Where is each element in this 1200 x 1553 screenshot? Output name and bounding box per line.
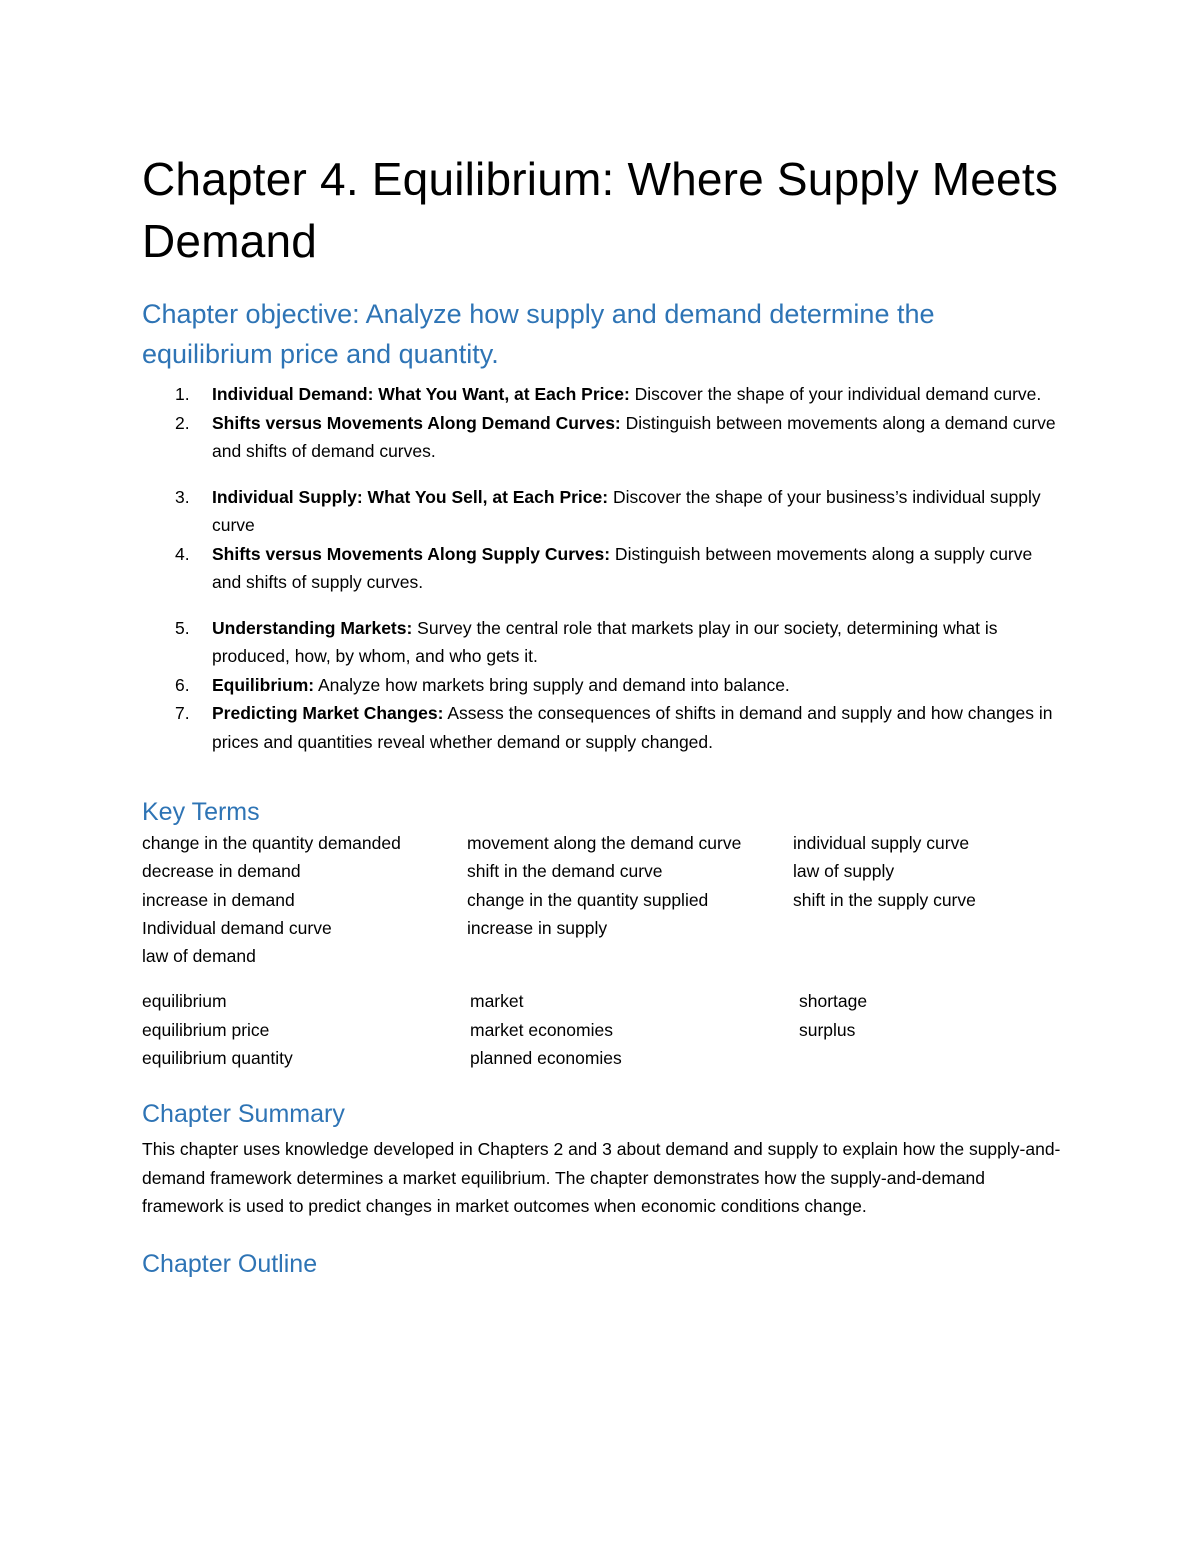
key-term: shift in the supply curve (793, 889, 976, 910)
key-terms-group-2 (142, 987, 1062, 1072)
key-term: planned economies (470, 1048, 622, 1069)
objective-text: Discover the shape of your business’s individual supply curve (212, 486, 1041, 535)
key-term: increase in demand (142, 889, 295, 910)
objective-lead: Equilibrium: (212, 674, 315, 695)
objective-item (142, 380, 1062, 409)
key-term: increase in supply (467, 917, 608, 938)
objective-item (142, 540, 1062, 597)
objective-text: Assess the consequences of shifts in demand and supply and how changes in prices and quantities reveal whether demand or supply changed. (212, 703, 1053, 752)
objective-item (142, 671, 1062, 700)
objective-text: Distinguish between movements along a demand curve and shifts of demand curves. (212, 412, 1056, 461)
key-term: market (470, 991, 524, 1012)
chapter-outline-heading: Chapter Outline (142, 1250, 318, 1279)
chapter-objective: Chapter objective: Analyze how supply and demand determine the equilibrium price and quantity. (142, 299, 935, 369)
objective-number: 2. (175, 412, 190, 433)
objective-number: 5. (175, 617, 190, 638)
objective-item (142, 483, 1062, 540)
objective-lead: Predicting Market Changes: (212, 703, 444, 723)
objective-number: 7. (175, 703, 190, 723)
objective-lead: Individual Demand: What You Want, at Each Price: (212, 384, 630, 404)
key-term: decrease in demand (142, 861, 301, 882)
key-term: change in the quantity supplied (467, 889, 709, 910)
document-page (142, 148, 1062, 1281)
key-terms-column (142, 829, 467, 970)
key-terms-column (467, 829, 793, 970)
key-term: law of supply (793, 861, 895, 882)
key-terms-heading: Key Terms (142, 798, 260, 826)
objective-number: 4. (175, 543, 190, 564)
objective-item (142, 614, 1062, 671)
key-term: shortage (799, 991, 868, 1012)
objective-item (142, 409, 1062, 466)
objective-number: 6. (175, 674, 190, 695)
objective-text: Survey the central role that markets play in our society, determining what is produced, how, by whom, and who gets it. (212, 617, 998, 666)
chapter-summary-heading: Chapter Summary (142, 1100, 345, 1129)
objective-lead: Shifts versus Movements Along Supply Curves: (212, 543, 611, 564)
objective-lead: Understanding Markets: (212, 617, 413, 638)
objective-number: 3. (175, 486, 190, 507)
key-terms-column (799, 987, 867, 1072)
objective-text: Analyze how markets bring supply and demand into balance. (314, 674, 790, 695)
objective-number: 1. (175, 384, 190, 404)
key-term: market economies (470, 1019, 613, 1040)
key-terms-column (470, 987, 799, 1072)
key-term: equilibrium quantity (142, 1048, 293, 1069)
key-term: equilibrium price (142, 1019, 270, 1040)
key-term: individual supply curve (793, 833, 970, 853)
objectives-list (142, 380, 1062, 756)
key-terms-column (142, 987, 470, 1072)
objective-text: Discover the shape of your individual demand curve. (629, 384, 1042, 404)
objective-lead: Shifts versus Movements Along Demand Curves: (212, 412, 621, 433)
objective-lead: Individual Supply: What You Sell, at Each Price: (212, 486, 609, 507)
objective-item (142, 699, 1062, 756)
key-term: movement along the demand curve (467, 833, 742, 853)
key-term: change in the quantity demanded (142, 833, 401, 853)
key-terms-column (793, 829, 976, 970)
key-term: Individual demand curve (142, 917, 332, 938)
chapter-summary-text: This chapter uses knowledge developed in Chapters 2 and 3 about demand and supply to explain how the supply-and-demand framework determines a market equilibrium. The chapter demonstrates how the supply-and-demand framework is used to predict changes in market outcomes when economic conditions change. (142, 1139, 1061, 1216)
objective-text: Distinguish between movements along a supply curve and shifts of supply curves. (212, 543, 1033, 592)
key-term: equilibrium (142, 991, 227, 1012)
key-term: shift in the demand curve (467, 861, 663, 882)
chapter-title: Chapter 4. Equilibrium: Where Supply Meets Demand (142, 153, 1059, 267)
key-term: law of demand (142, 946, 256, 967)
key-term: surplus (799, 1019, 856, 1040)
key-terms-group-1 (142, 829, 1062, 970)
